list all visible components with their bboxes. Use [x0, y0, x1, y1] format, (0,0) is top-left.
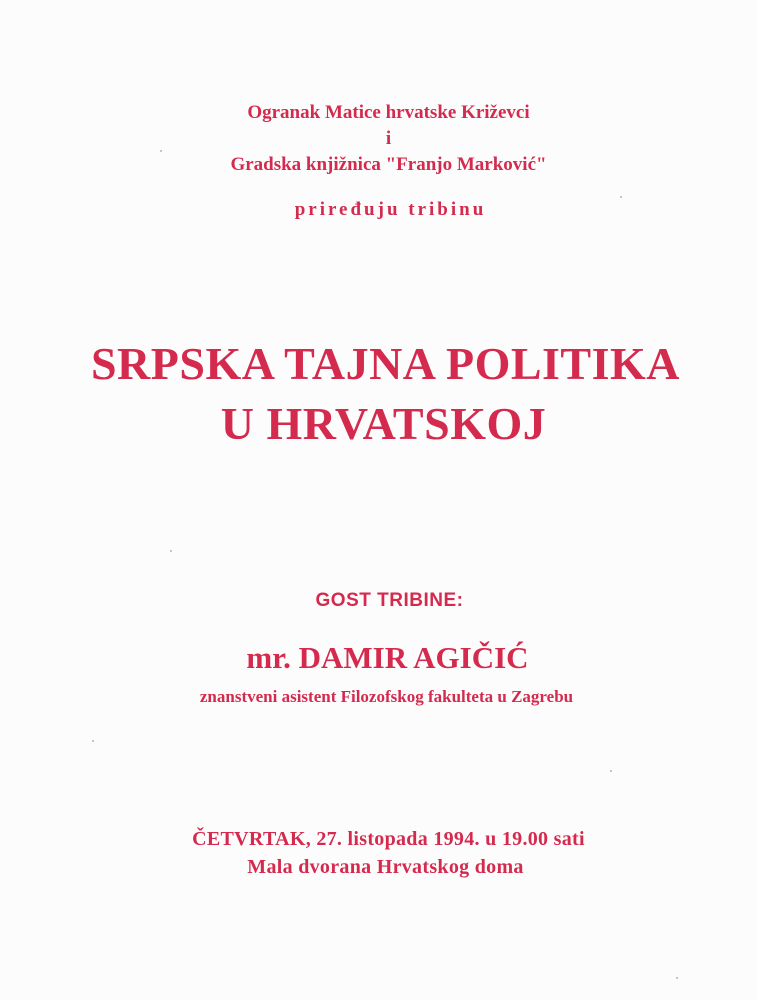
paper-speck — [92, 740, 94, 742]
guest-position: znanstveni asistent Filozofskog fakulteta u Zagrebu — [199, 687, 574, 706]
paper-speck — [620, 196, 622, 198]
paper-speck — [170, 550, 172, 552]
paper-speck — [160, 150, 162, 152]
paper-speck — [610, 770, 612, 772]
intro-text: priređuju tribinu — [294, 199, 487, 220]
guest-label: GOST TRIBINE: — [315, 590, 464, 611]
event-title-line-2: U HRVATSKOJ — [220, 398, 547, 449]
event-venue: Mala dvorana Hrvatskog doma — [247, 856, 524, 878]
guest-name: mr. DAMIR AGIČIĆ — [246, 640, 529, 675]
event-datetime: ČETVRTAK, 27. listopada 1994. u 19.00 sati — [192, 828, 585, 850]
organizer-line-1: Ogranak Matice hrvatske Križevci — [247, 102, 530, 123]
paper-speck — [676, 977, 678, 979]
organizer-line-2: Gradska knjižnica "Franjo Marković" — [230, 154, 547, 175]
event-title-line-1: SRPSKA TAJNA POLITIKA — [90, 338, 681, 389]
organizer-conjunction: i — [385, 128, 392, 149]
